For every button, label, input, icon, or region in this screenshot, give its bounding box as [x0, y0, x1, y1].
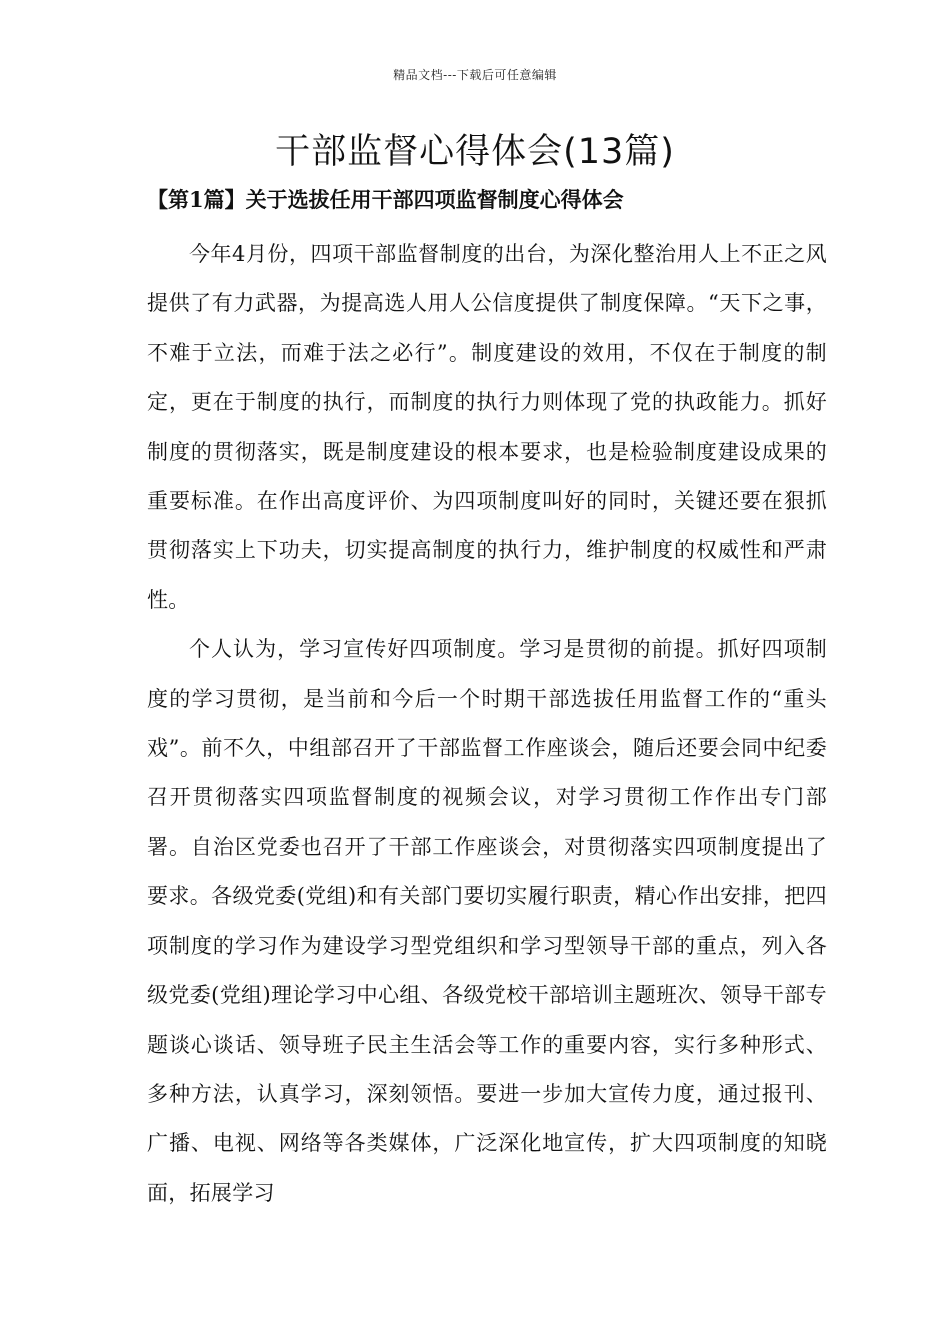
header-watermark: 精品文档---下载后可任意编辑	[393, 68, 557, 82]
paragraph: 今年4月份，四项干部监督制度的出台，为深化整治用人上不正之风提供了有力武器，为提高选人用人公信度提供了制度保障。“天下之事，不难于立法，而难于法之必行”。制度建设的效用，不仅在于制度的制定，更在于制度的执行，而制度的执行力则体现了党的执政能力。抓好制度的贯彻落实，既是制度建设的根本要求，也是检验制度建设成果的重要标准。在作出高度评价、为四项制度叫好的同时，关键还要在狠抓贯彻落实上下功夫，切实提高制度的执行力，维护制度的权威性和严肃性。	[147, 242, 827, 612]
paragraph: 个人认为，学习宣传好四项制度。学习是贯彻的前提。抓好四项制度的学习贯彻，是当前和今后一个时期干部选拔任用监督工作的“重头戏”。前不久，中组部召开了干部监督工作座谈会，随后还要会同中纪委召开贯彻落实四项监督制度的视频会议，对学习贯彻工作作出专门部署。自治区党委也召开了干部工作座谈会，对贯彻落实四项制度提出了要求。各级党委(党组)和有关部门要切实履行职责，精心作出安排，把四项制度的学习作为建设学习型党组织和学习型领导干部的重点，列入各级党委(党组)理论学习中心组、各级党校干部培训主题班次、领导干部专题谈心谈话、领导班子民主生活会等工作的重要内容，实行多种形式、多种方法，认真学习，深刻领悟。要进一步加大宣传力度，通过报刊、广播、电视、网络等各类媒体，广泛深化地宣传，扩大四项制度的知晓面，拓展学习	[147, 637, 827, 1205]
document-body	[147, 230, 827, 1218]
section-heading: 【第1篇】关于选拔任用干部四项监督制度心得体会	[147, 187, 624, 212]
document-title: 干部监督心得体会(13篇)	[275, 132, 675, 172]
